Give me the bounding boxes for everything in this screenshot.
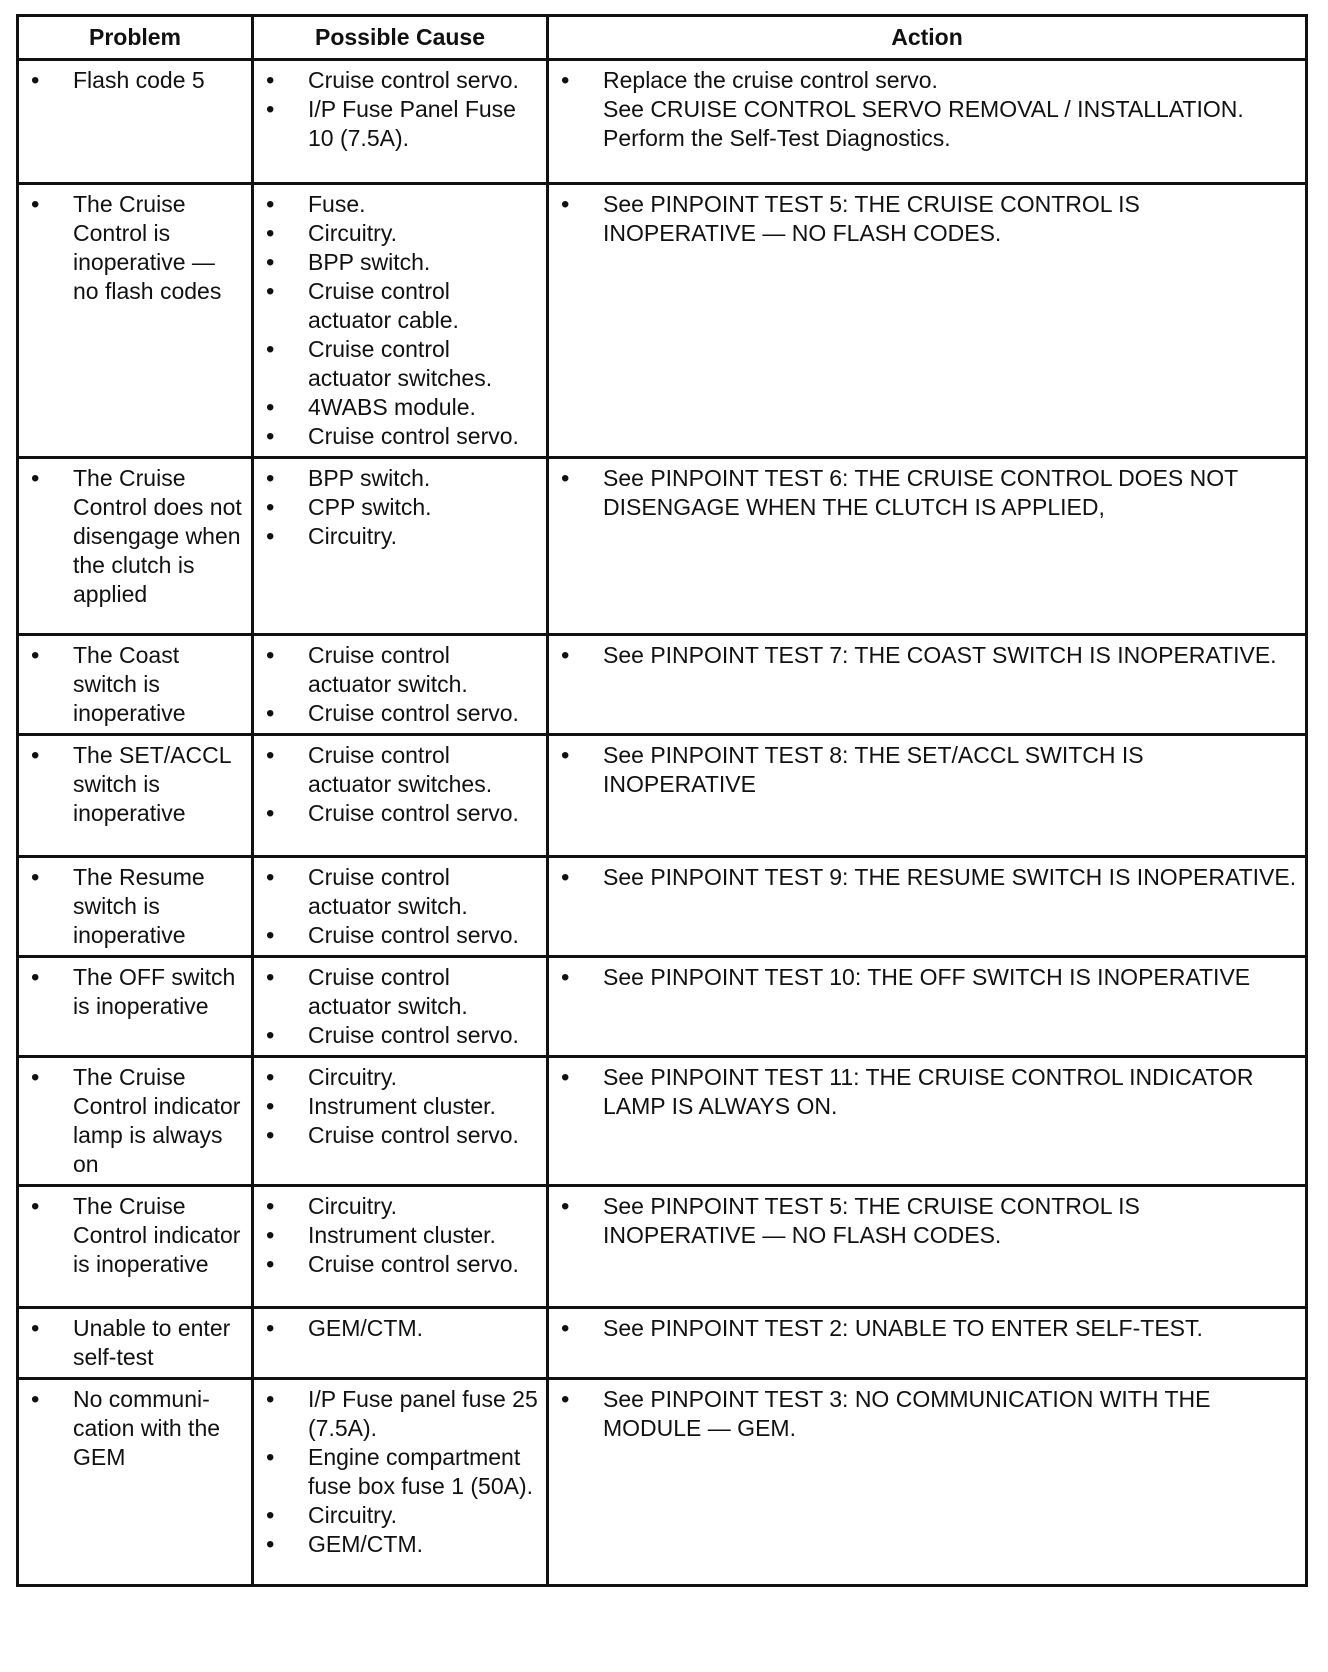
action-cell: [548, 635, 1307, 735]
cause-cell: [253, 1057, 548, 1186]
action-text: • See PINPOINT TEST 3: NO COMMUNICATION WITH THE MODULE — GEM.: [557, 1385, 1297, 1443]
problem-cell: [18, 735, 253, 857]
action-cell: [548, 184, 1307, 458]
table-row: [18, 857, 1307, 957]
action-cell: [548, 1308, 1307, 1379]
action-cell: [548, 1379, 1307, 1586]
action-cell: [548, 957, 1307, 1057]
problem-cell: [18, 1057, 253, 1186]
cause-item: • Circuitry.: [262, 1063, 538, 1092]
cause-item: • Circuitry.: [262, 522, 538, 551]
cause-item: • Cruise control servo.: [262, 799, 538, 828]
action-text: • See PINPOINT TEST 11: THE CRUISE CONTROL INDICATOR LAMP IS ALWAYS ON.: [557, 1063, 1297, 1121]
cause-cell: [253, 735, 548, 857]
action-text: • Replace the cruise control servo. See CRUISE CONTROL SERVO REMOVAL / INSTALLATION. Perform the Self-Test Diagnostics.: [557, 66, 1297, 153]
action-cell: [548, 458, 1307, 635]
action-text: • See PINPOINT TEST 10: THE OFF SWITCH IS INOPERATIVE: [557, 963, 1297, 992]
table-row: [18, 735, 1307, 857]
cause-item: • BPP switch.: [262, 464, 538, 493]
action-cell: [548, 857, 1307, 957]
action-text: • See PINPOINT TEST 5: THE CRUISE CONTROL IS INOPERATIVE — NO FLASH CODES.: [557, 1192, 1297, 1250]
cause-item: • Cruise control actuator switches.: [262, 335, 538, 393]
cause-item: • Circuitry.: [262, 1192, 538, 1221]
action-cell: [548, 1057, 1307, 1186]
problem-text: • Unable to enter self-test: [27, 1314, 243, 1372]
cause-item: • GEM/CTM.: [262, 1530, 538, 1559]
cause-cell: [253, 635, 548, 735]
problem-cell: [18, 458, 253, 635]
table-row: [18, 1308, 1307, 1379]
table-row: [18, 458, 1307, 635]
action-cell: [548, 60, 1307, 184]
cause-cell: [253, 184, 548, 458]
cause-cell: [253, 857, 548, 957]
cause-item: • CPP switch.: [262, 493, 538, 522]
action-text: • See PINPOINT TEST 5: THE CRUISE CONTROL IS INOPERATIVE — NO FLASH CODES.: [557, 190, 1297, 248]
table-row: [18, 635, 1307, 735]
problem-text: • The Cruise Control indicator is inoperative: [27, 1192, 243, 1279]
problem-cell: [18, 60, 253, 184]
cause-cell: [253, 60, 548, 184]
cause-item: • Instrument cluster.: [262, 1221, 538, 1250]
cause-item: • I/P Fuse Panel Fuse 10 (7.5A).: [262, 95, 538, 153]
cause-item: • Cruise control servo.: [262, 1250, 538, 1279]
action-text: • See PINPOINT TEST 6: THE CRUISE CONTROL DOES NOT DISENGAGE WHEN THE CLUTCH IS APPLIED,: [557, 464, 1297, 522]
problem-text: • The OFF switch is inoperative: [27, 963, 243, 1021]
problem-cell: [18, 184, 253, 458]
action-cell: [548, 735, 1307, 857]
problem-text: • The SET/ACCL switch is inoperative: [27, 741, 243, 828]
cause-item: • GEM/CTM.: [262, 1314, 538, 1343]
table-row: [18, 1057, 1307, 1186]
action-text: • See PINPOINT TEST 2: UNABLE TO ENTER SELF-TEST.: [557, 1314, 1297, 1343]
table-row: [18, 60, 1307, 184]
header-problem: Problem: [18, 16, 253, 60]
table-body: [18, 60, 1307, 1586]
header-cause: Possible Cause: [253, 16, 548, 60]
header-action: Action: [548, 16, 1307, 60]
action-cell: [548, 1186, 1307, 1308]
problem-text: • The Coast switch is inoperative: [27, 641, 243, 728]
header-row: [18, 16, 1307, 60]
diagnostic-table: [16, 14, 1308, 1587]
problem-cell: [18, 1308, 253, 1379]
cause-item: • Cruise control actuator cable.: [262, 277, 538, 335]
problem-text: • The Cruise Control indicator lamp is always on: [27, 1063, 243, 1179]
problem-cell: [18, 1186, 253, 1308]
table-row: [18, 1186, 1307, 1308]
cause-item: • I/P Fuse panel fuse 25 (7.5A).: [262, 1385, 538, 1443]
problem-cell: [18, 635, 253, 735]
cause-item: • Instrument cluster.: [262, 1092, 538, 1121]
cause-item: • Cruise control servo.: [262, 1021, 538, 1050]
cause-item: • 4WABS module.: [262, 393, 538, 422]
cause-item: • Cruise control actuator switch.: [262, 963, 538, 1021]
cause-item: • Cruise control servo.: [262, 699, 538, 728]
problem-text: • Flash code 5: [27, 66, 243, 95]
cause-item: • Cruise control actuator switch.: [262, 863, 538, 921]
cause-item: • BPP switch.: [262, 248, 538, 277]
cause-item: • Cruise control servo.: [262, 66, 538, 95]
cause-cell: [253, 1186, 548, 1308]
cause-item: • Cruise control actuator switch.: [262, 641, 538, 699]
cause-item: • Cruise control servo.: [262, 422, 538, 451]
cause-item: • Cruise control servo.: [262, 1121, 538, 1150]
cause-item: • Cruise control servo.: [262, 921, 538, 950]
action-text: • See PINPOINT TEST 8: THE SET/ACCL SWITCH IS INOPERATIVE: [557, 741, 1297, 799]
cause-item: • Fuse.: [262, 190, 538, 219]
cause-item: • Engine compartment fuse box fuse 1 (50A).: [262, 1443, 538, 1501]
problem-cell: [18, 1379, 253, 1586]
problem-text: • No communi-cation with the GEM: [27, 1385, 243, 1472]
problem-text: • The Cruise Control is inoperative — no flash codes: [27, 190, 243, 306]
action-text: • See PINPOINT TEST 9: THE RESUME SWITCH IS INOPERATIVE.: [557, 863, 1297, 892]
problem-text: • The Resume switch is inoperative: [27, 863, 243, 950]
cause-cell: [253, 1308, 548, 1379]
cause-cell: [253, 957, 548, 1057]
action-text: • See PINPOINT TEST 7: THE COAST SWITCH IS INOPERATIVE.: [557, 641, 1297, 670]
cause-item: • Cruise control actuator switches.: [262, 741, 538, 799]
table-row: [18, 957, 1307, 1057]
cause-item: • Circuitry.: [262, 1501, 538, 1530]
problem-cell: [18, 957, 253, 1057]
table-row: [18, 1379, 1307, 1586]
cause-cell: [253, 458, 548, 635]
table-row: [18, 184, 1307, 458]
problem-text: • The Cruise Control does not disengage when the clutch is applied: [27, 464, 243, 609]
cause-cell: [253, 1379, 548, 1586]
problem-cell: [18, 857, 253, 957]
cause-item: • Circuitry.: [262, 219, 538, 248]
